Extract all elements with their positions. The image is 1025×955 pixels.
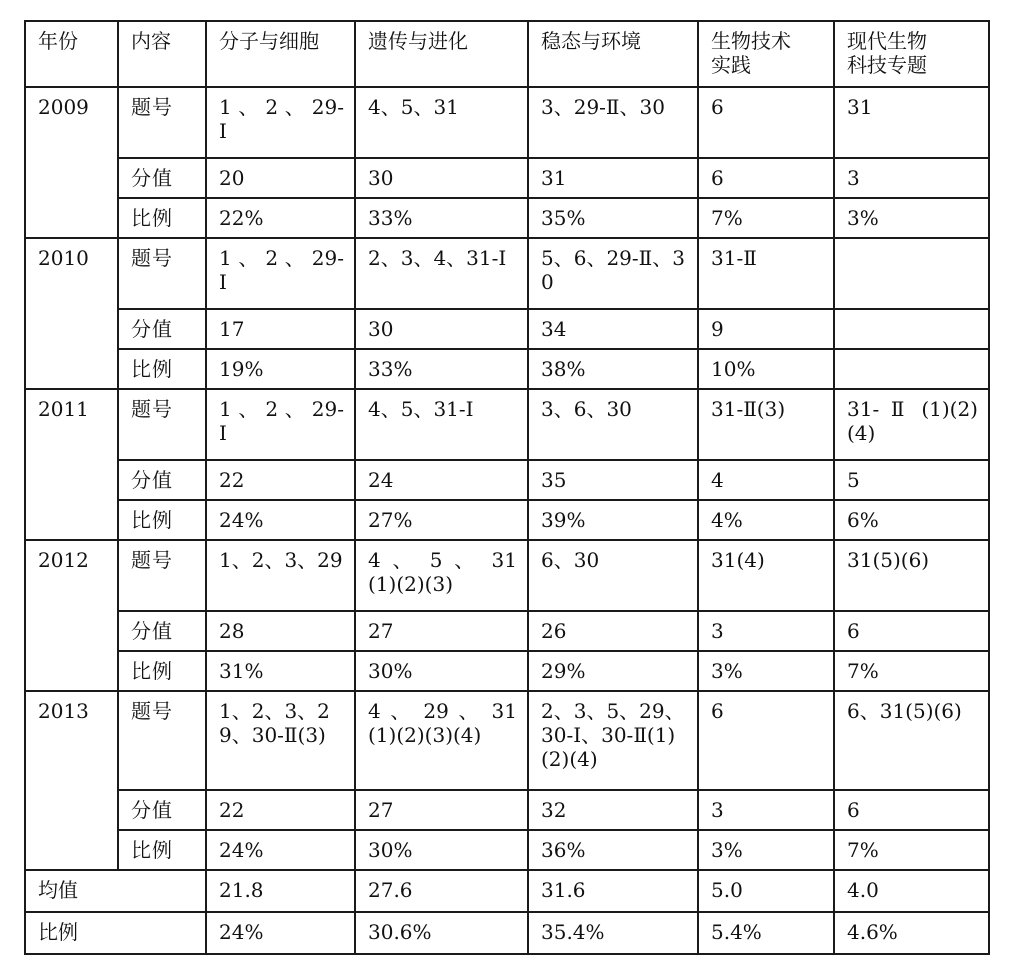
row-label: 题号 [118, 238, 206, 309]
table-row [25, 500, 989, 540]
table-cell: 30% [355, 830, 528, 870]
year-cell: 2012 [25, 540, 118, 691]
row-label: 比例 [118, 651, 206, 691]
header-col-molecule-cell: 分子与细胞 [206, 21, 355, 87]
table-cell: 6 [834, 790, 989, 830]
year-cell: 2010 [25, 238, 118, 389]
row-label: 比例 [118, 830, 206, 870]
table-cell: 20 [206, 158, 355, 198]
table-cell: 4.6% [834, 912, 989, 954]
table-cell: 27 [355, 611, 528, 651]
table-cell: 30% [355, 651, 528, 691]
header-year: 年份 [25, 21, 118, 87]
table-row [25, 198, 989, 238]
table-row [25, 540, 989, 611]
table-cell: 33% [355, 198, 528, 238]
summary-label: 均值 [25, 870, 206, 912]
table-cell: 7% [698, 198, 834, 238]
table-row [25, 87, 989, 158]
table-cell: 3 [698, 790, 834, 830]
table-cell [834, 349, 989, 389]
table-cell [834, 309, 989, 349]
table-cell: 4、5、31 [355, 87, 528, 158]
table-cell: 1 、 2 、 29-Ⅰ [206, 87, 355, 158]
table-cell: 31-Ⅱ(3) [698, 389, 834, 460]
table-cell: 5.0 [698, 870, 834, 912]
row-label: 比例 [118, 349, 206, 389]
table-cell: 35.4% [528, 912, 698, 954]
table-cell: 24% [206, 830, 355, 870]
table-row [25, 790, 989, 830]
table-cell: 28 [206, 611, 355, 651]
table-cell: 3、29-Ⅱ、30 [528, 87, 698, 158]
table-cell: 7% [834, 651, 989, 691]
table-cell: 6 [834, 611, 989, 651]
header-content: 内容 [118, 21, 206, 87]
table-cell: 30.6% [355, 912, 528, 954]
header-col-modern-biotech: 现代生物 科技专题 [834, 21, 989, 87]
table-cell: 1 、 2 、 29-Ⅰ [206, 389, 355, 460]
table-cell: 26 [528, 611, 698, 651]
table-cell: 17 [206, 309, 355, 349]
table-cell: 31 [528, 158, 698, 198]
table-cell: 6 [698, 87, 834, 158]
table-cell: 24% [206, 500, 355, 540]
row-label: 分值 [118, 309, 206, 349]
table-cell: 31.6 [528, 870, 698, 912]
table-cell: 7% [834, 830, 989, 870]
year-cell: 2009 [25, 87, 118, 238]
table-cell: 24 [355, 460, 528, 500]
table-cell: 1 、 2 、 29-Ⅰ [206, 238, 355, 309]
header-col-genetics-evolution: 遗传与进化 [355, 21, 528, 87]
table-row [25, 158, 989, 198]
table-cell: 3 [698, 611, 834, 651]
table-cell: 6、30 [528, 540, 698, 611]
table-cell: 31 [834, 87, 989, 158]
table-cell: 38% [528, 349, 698, 389]
table-row [25, 460, 989, 500]
row-label: 题号 [118, 540, 206, 611]
table-cell: 35% [528, 198, 698, 238]
table-cell: 1、2、3、29、30-Ⅱ(3) [206, 691, 355, 790]
table-row [25, 691, 989, 790]
table-cell: 31(4) [698, 540, 834, 611]
summary-label: 比例 [25, 912, 206, 954]
table-cell: 32 [528, 790, 698, 830]
header-col-homeostasis-environment: 稳态与环境 [528, 21, 698, 87]
table-cell: 4.0 [834, 870, 989, 912]
table-cell: 5、6、29-Ⅱ、30 [528, 238, 698, 309]
table-row [25, 309, 989, 349]
table-row [25, 349, 989, 389]
table-cell: 22 [206, 460, 355, 500]
table-cell: 3% [698, 651, 834, 691]
table-cell: 4 、 5 、 31 (1)(2)(3) [355, 540, 528, 611]
table-cell: 33% [355, 349, 528, 389]
table-cell: 3 [834, 158, 989, 198]
row-label: 题号 [118, 691, 206, 790]
table-cell: 6 [698, 158, 834, 198]
table-cell: 21.8 [206, 870, 355, 912]
table-cell: 4 、 29 、 31(1)(2)(3)(4) [355, 691, 528, 790]
table-row [25, 389, 989, 460]
table-cell: 5.4% [698, 912, 834, 954]
table-cell: 31-Ⅱ [698, 238, 834, 309]
table-cell: 31- Ⅱ (1)(2)(4) [834, 389, 989, 460]
table-cell: 6、31(5)(6) [834, 691, 989, 790]
row-label: 题号 [118, 389, 206, 460]
row-label: 分值 [118, 158, 206, 198]
table-cell: 24% [206, 912, 355, 954]
table-cell: 19% [206, 349, 355, 389]
row-label: 分值 [118, 611, 206, 651]
table-cell: 4 [698, 460, 834, 500]
table-cell: 29% [528, 651, 698, 691]
table-cell: 4% [698, 500, 834, 540]
table-cell: 9 [698, 309, 834, 349]
summary-row-ratio [25, 912, 989, 954]
table-cell: 31(5)(6) [834, 540, 989, 611]
table-row [25, 238, 989, 309]
table-cell: 5 [834, 460, 989, 500]
score-distribution-table [24, 20, 990, 955]
table-cell: 22 [206, 790, 355, 830]
row-label: 分值 [118, 460, 206, 500]
table-cell: 30 [355, 309, 528, 349]
table-cell: 3% [834, 198, 989, 238]
table-row [25, 651, 989, 691]
row-label: 比例 [118, 500, 206, 540]
table-cell: 2、3、5、29、30-Ⅰ、30-Ⅱ(1)(2)(4) [528, 691, 698, 790]
table-cell: 4、5、31-Ⅰ [355, 389, 528, 460]
header-row [25, 21, 989, 87]
table-cell: 27 [355, 790, 528, 830]
year-cell: 2011 [25, 389, 118, 540]
table-cell: 31% [206, 651, 355, 691]
table-cell: 34 [528, 309, 698, 349]
table-cell: 6 [698, 691, 834, 790]
table-cell: 27% [355, 500, 528, 540]
table-cell: 39% [528, 500, 698, 540]
table-cell: 6% [834, 500, 989, 540]
table-cell: 22% [206, 198, 355, 238]
table-row [25, 611, 989, 651]
table-cell: 10% [698, 349, 834, 389]
header-col-biotech-practice: 生物技术 实践 [698, 21, 834, 87]
table-cell: 35 [528, 460, 698, 500]
summary-row-mean [25, 870, 989, 912]
row-label: 比例 [118, 198, 206, 238]
table-cell: 3、6、30 [528, 389, 698, 460]
table-cell: 2、3、4、31-Ⅰ [355, 238, 528, 309]
table-row [25, 830, 989, 870]
row-label: 分值 [118, 790, 206, 830]
table-cell [834, 238, 989, 309]
table-cell: 27.6 [355, 870, 528, 912]
table-cell: 30 [355, 158, 528, 198]
table-cell: 1、2、3、29 [206, 540, 355, 611]
year-cell: 2013 [25, 691, 118, 870]
row-label: 题号 [118, 87, 206, 158]
table-cell: 3% [698, 830, 834, 870]
table-cell: 36% [528, 830, 698, 870]
